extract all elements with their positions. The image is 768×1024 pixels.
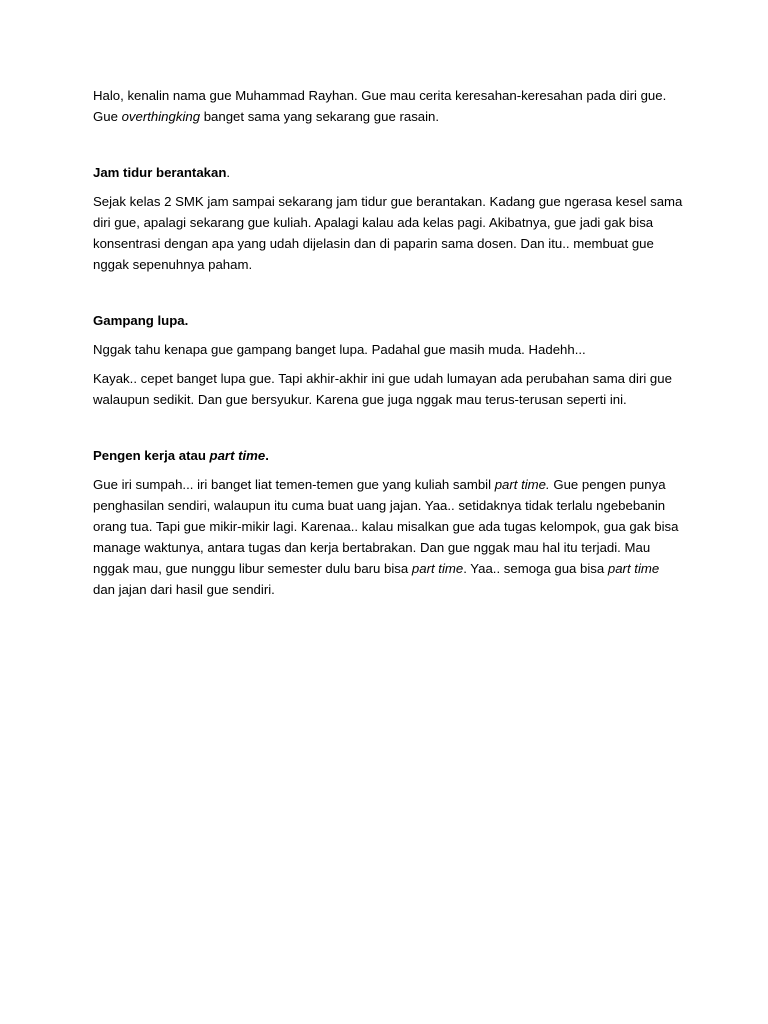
section-3-heading-bold — [93, 448, 269, 463]
section-1-heading-suffix: . — [226, 165, 231, 180]
section-3-heading-suffix: . — [265, 448, 269, 463]
section-1-heading-bold: Jam tidur berantakan — [93, 165, 227, 180]
section-3-heading — [93, 445, 683, 466]
section-2-heading — [93, 310, 683, 331]
section-3-heading-italic: part time — [209, 448, 266, 463]
intro-text-2: banget sama yang sekarang gue rasain. — [200, 109, 440, 124]
section-2-paragraph-1: Nggak tahu kenapa gue gampang banget lupa. Padahal gue masih muda. Hadehh... — [93, 342, 586, 357]
section-1-heading — [93, 162, 683, 183]
intro-text-1: Halo, kenalin nama gue Muhammad Rayhan. Gue mau cerita keresahan-keresahan pada diri gue. Gue — [93, 88, 667, 124]
intro-italic-word: overthingking — [121, 109, 201, 124]
section-3-paragraph — [93, 474, 683, 600]
section-2-heading-bold: Gampang lupa. — [93, 313, 189, 328]
section-3-text-4: dan jajan dari hasil gue sendiri. — [93, 582, 275, 597]
section-3-italic-2: part time — [411, 561, 464, 576]
section-3-text-2: Gue pengen punya penghasilan sendiri, walaupun itu cuma buat uang jajan. Yaa.. setidaknya tidak terlalu ngebebanin orang tua. Tapi gue mikir-mikir lagi. Karenaa.. kalau misalkan gue ada tugas kelompok, gua gak bisa manage waktunya, antara tugas dan kerja bertabrakan. Dan gue nggak mau hal itu terjadi. Mau nggak mau, gue nunggu libur semester dulu baru bisa — [93, 477, 679, 576]
section-3-text-1: Gue iri sumpah... iri banget liat temen-temen gue yang kuliah sambil — [93, 477, 495, 492]
intro-paragraph — [93, 85, 683, 127]
section-1-paragraph: Sejak kelas 2 SMK jam sampai sekarang jam tidur gue berantakan. Kadang gue ngerasa kesel sama diri gue, apalagi sekarang gue kuliah. Apalagi kalau ada kelas pagi. Akibatnya, gue jadi gak bisa konsentrasi dengan apa yang udah dijelasin dan di paparin sama dosen. Dan itu.. membuat gue nggak sepenuhnya paham. — [93, 194, 683, 272]
section-3-heading-text: Pengen kerja atau — [93, 448, 210, 463]
section-3-italic-3: part time — [607, 561, 660, 576]
section-3-italic-1: part time. — [494, 477, 550, 492]
section-3-text-3: . Yaa.. semoga gua bisa — [463, 561, 608, 576]
document-body — [93, 85, 683, 608]
section-2-paragraph-2: Kayak.. cepet banget lupa gue. Tapi akhir-akhir ini gue udah lumayan ada perubahan sama diri gue walaupun sedikit. Dan gue bersyukur. Karena gue juga nggak mau terus-terusan seperti ini. — [93, 371, 672, 407]
